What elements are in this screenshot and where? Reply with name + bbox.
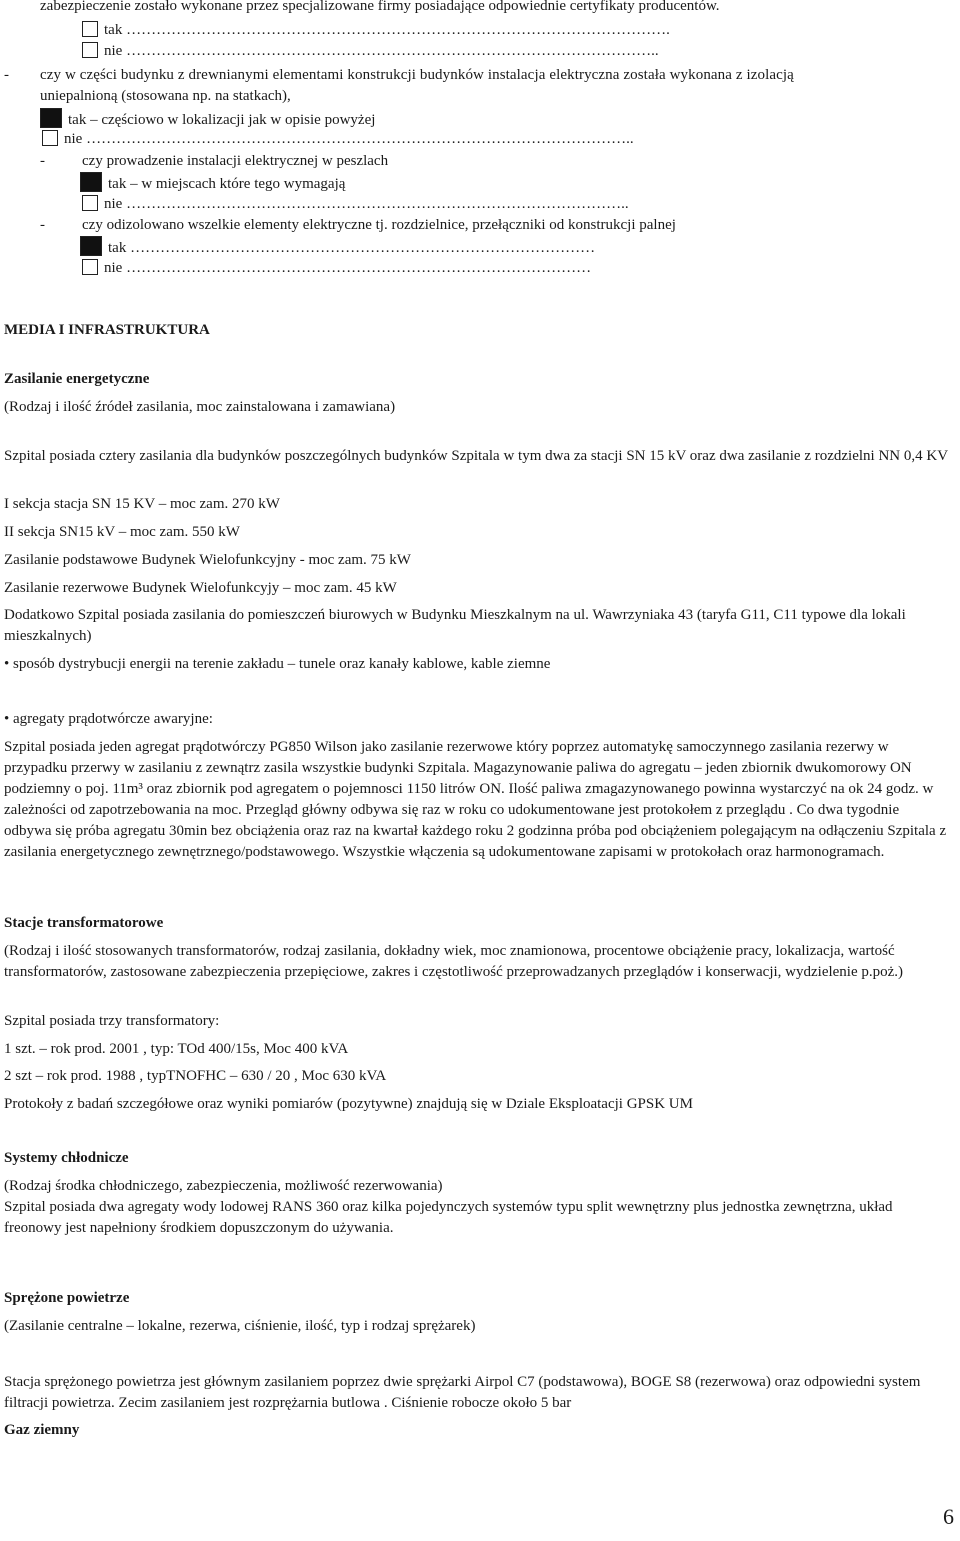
option-label: nie ………………………………………………………………………………… xyxy=(104,260,592,276)
question-dash: - xyxy=(40,217,45,233)
page-number: 6 xyxy=(943,1504,954,1529)
power-line: II sekcja SN15 kV – moc zam. 550 kW xyxy=(4,524,240,540)
question-text: czy w części budynku z drewnianymi elementami konstrukcji budynków instalacja elektryczna została wykonana z izolacją xyxy=(40,67,794,83)
question-text-cont: uniepalnioną (stosowana np. na statkach), xyxy=(40,88,291,104)
bullet-item: • sposób dystrybucji energii na terenie zakładu – tunele oraz kanały kablowe, kable ziemne xyxy=(4,656,551,672)
checkbox-checked-icon[interactable] xyxy=(80,236,102,256)
subsection-note: (Rodzaj środka chłodniczego, zabezpieczenia, możliwość rezerwowania) xyxy=(4,1178,443,1194)
continued-paragraph: zabezpieczenie zostało wykonane przez specjalizowane firmy posiadające odpowiednie certyfikaty producentów. xyxy=(40,0,720,14)
subsection-heading-air: Sprężone powietrze xyxy=(4,1290,130,1306)
question-text: czy prowadzenie instalacji elektrycznej w peszlach xyxy=(82,153,389,169)
checkbox-unchecked-icon[interactable] xyxy=(82,42,98,58)
question-dash: - xyxy=(40,153,45,169)
question-dash: - xyxy=(4,67,9,83)
power-line: Zasilanie podstawowe Budynek Wielofunkcyjny - moc zam. 75 kW xyxy=(4,552,411,568)
checklist-option xyxy=(82,194,629,215)
transformer-line: 1 szt. – rok prod. 2001 , typ: TOd 400/15s, Moc 400 kVA xyxy=(4,1041,349,1057)
checklist-option xyxy=(40,108,375,131)
option-label: nie …………………………………………………………………………………………….. xyxy=(104,43,659,59)
cooling-paragraph: Szpital posiada dwa agregaty wody lodowej RANS 360 oraz kilka pojedynczych systemów typu split wewnętrzny plus jednostka zewnętrzna, układ freonowy jest napełniony środkiem dopuszczonym do używania. xyxy=(4,1199,893,1236)
checkbox-unchecked-icon[interactable] xyxy=(82,259,98,275)
checklist-option xyxy=(82,20,670,41)
option-label: nie ……………………………………………………………………………………….. xyxy=(104,196,629,212)
option-label: tak – częściowo w lokalizacji jak w opisie powyżej xyxy=(68,112,376,128)
option-label: tak – w miejscach które tego wymagają xyxy=(108,176,346,192)
checklist-option xyxy=(42,129,634,150)
checklist-option xyxy=(80,172,345,195)
subsection-heading-power: Zasilanie energetyczne xyxy=(4,371,150,387)
option-label: tak ………………………………………………………………………………… xyxy=(108,240,596,256)
checkbox-checked-icon[interactable] xyxy=(40,108,62,128)
section-heading: MEDIA I INFRASTRUKTURA xyxy=(4,322,210,338)
power-paragraph-extra: Dodatkowo Szpital posiada zasilania do pomieszczeń biurowych w Budynku Mieszkalnym na ul. Wawrzyniaka 43 (taryfa G11, C11 typowe dla lokali mieszkalnych) xyxy=(4,607,906,644)
power-line: Zasilanie rezerwowe Budynek Wielofunkcyjy – moc zam. 45 kW xyxy=(4,580,397,596)
option-label: tak ………………………………………………………………………………………………. xyxy=(104,22,670,38)
question-text: czy odizolowano wszelkie elementy elektryczne tj. rozdzielnice, przełączniki od konstrukcji palnej xyxy=(82,217,676,233)
bullet-item: • agregaty prądotwórcze awaryjne: xyxy=(4,711,213,727)
transformer-line: Szpital posiada trzy transformatory: xyxy=(4,1013,220,1029)
transformer-line: 2 szt – rok prod. 1988 , typTNOFHC – 630 / 20 , Moc 630 kVA xyxy=(4,1068,387,1084)
subsection-heading-gas: Gaz ziemny xyxy=(4,1422,80,1438)
checklist-option xyxy=(82,41,659,62)
generator-paragraph: Szpital posiada jeden agregat prądotwórczy PG850 Wilson jako zasilanie rezerwowe który poprzez automatykę samoczynnego zasilania rezerwy w przypadku przerwy w zasilaniu z zewnątrz zasila wszystkie budynki Szpitala. Magazynowanie paliwa do agregatu – jeden zbiornik dwukomorowy ON podziemny o poj. 11m³ oraz zbiornik pod agregatem o pojemnosci 1150 litrów ON. Ilość paliwa zmagazynowanego powinna wystarczyć na ok 24 godz. w zależności od zapotrzebowania na moc. Przegląd główny odbywa się raz w roku co udokumentowane jest protokołem z przeglądu . Co dwa tygodnie odbywa się próba agregatu 30min bez obciążenia oraz raz na kwartał każdego roku 2 godzinna próba pod obciążeniem polegającym na odłączeniu Szpitala z zasilania energetycznego zewnętrznego/podstawowego. Wszystkie włączenia są udokumentowane zapisami w protokołach oraz harmonogramach. xyxy=(4,739,947,860)
checklist-option xyxy=(82,258,591,279)
checklist-option xyxy=(80,236,595,259)
power-line: I sekcja stacja SN 15 KV – moc zam. 270 kW xyxy=(4,496,280,512)
subsection-heading-transformers: Stacje transformatorowe xyxy=(4,915,164,931)
power-paragraph: Szpital posiada cztery zasilania dla budynków poszczególnych budynków Szpitala w tym dwa za stacji SN 15 kV oraz dwa zasilanie z rozdzielni NN 0,4 KV xyxy=(4,448,949,464)
checkbox-unchecked-icon[interactable] xyxy=(42,130,58,146)
checkbox-unchecked-icon[interactable] xyxy=(82,21,98,37)
option-label: nie ……………………………………………………………………………………………….. xyxy=(64,131,634,147)
air-paragraph: Stacja sprężonego powietrza jest głównym zasilaniem poprzez dwie sprężarki Airpol C7 (podstawowa), BOGE S8 (rezerwowa) oraz odpowiedni system filtracji powietrza. Zecim zasilaniem jest rozprężarnia butlowa . Ciśnienie robocze około 5 bar xyxy=(4,1374,921,1411)
subsection-note: (Zasilanie centralne – lokalne, rezerwa, ciśnienie, ilość, typ i rodzaj sprężarek) xyxy=(4,1318,476,1334)
subsection-note: (Rodzaj i ilość stosowanych transformatorów, rodzaj zasilania, dokładny wiek, moc znamionowa, procentowe obciążenie pracy, lokalizacja, wartość transformatorów, zastosowane zabezpieczenia przepięciowe, zakres i częstotliwość przeprowadzanych przeglądów i konserwacji, wydzielenie p.poż.) xyxy=(4,943,904,980)
subsection-note: (Rodzaj i ilość źródeł zasilania, moc zainstalowana i zamawiana) xyxy=(4,399,396,415)
subsection-heading-cooling: Systemy chłodnicze xyxy=(4,1150,129,1166)
transformer-line: Protokoły z badań szczegółowe oraz wyniki pomiarów (pozytywne) znajdują się w Dziale Eksploatacji GPSK UM xyxy=(4,1096,693,1112)
checkbox-checked-icon[interactable] xyxy=(80,172,102,192)
checkbox-unchecked-icon[interactable] xyxy=(82,195,98,211)
